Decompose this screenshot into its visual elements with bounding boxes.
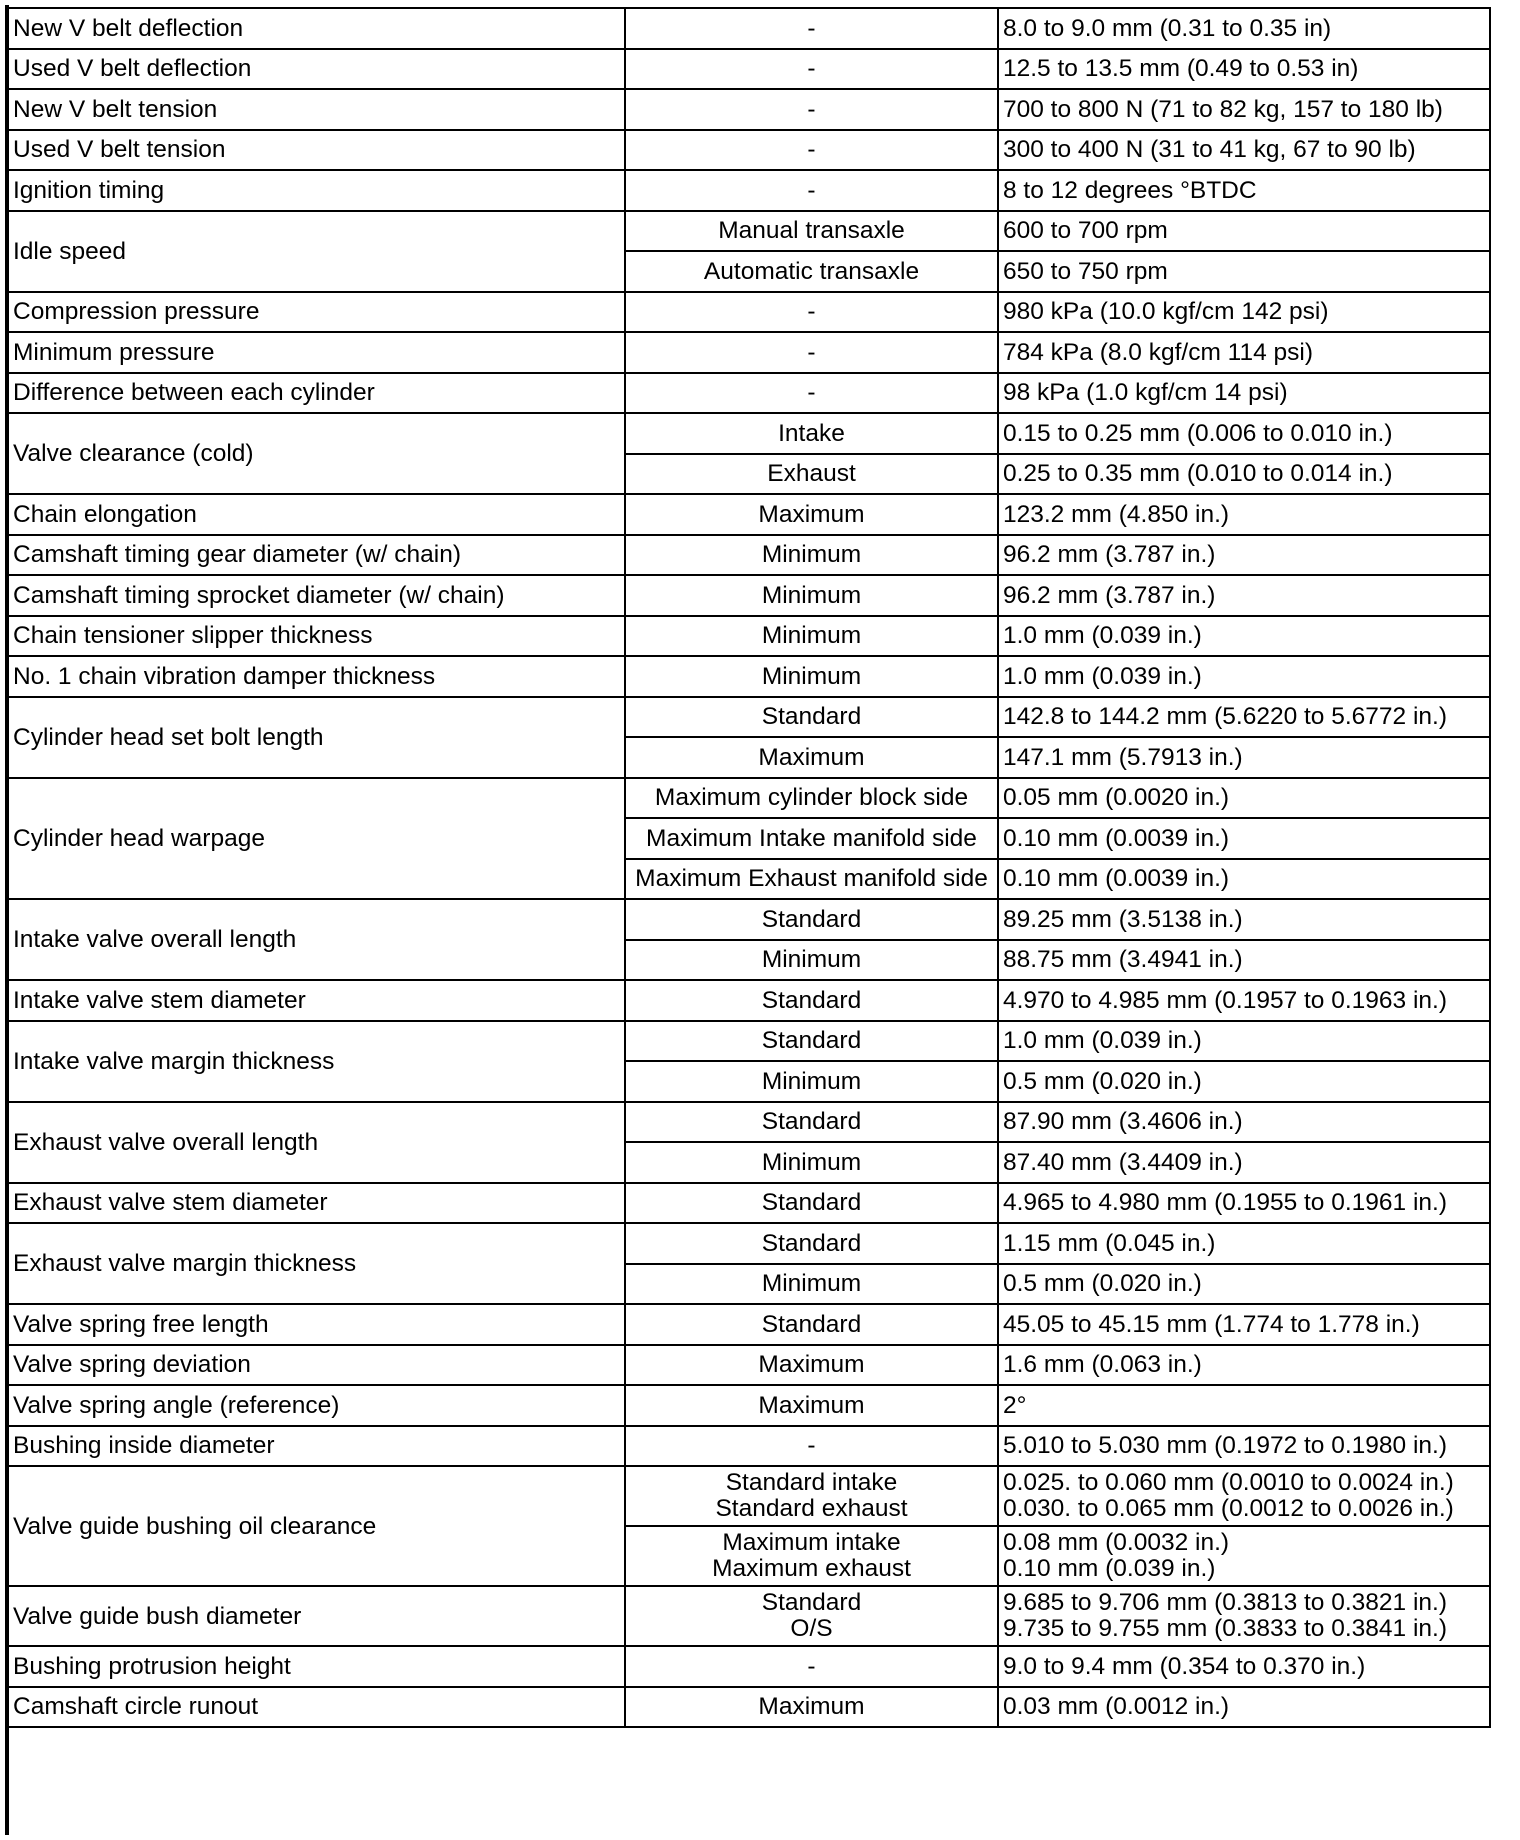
spec-item-cell: Exhaust valve overall length: [8, 1102, 625, 1183]
spec-condition-cell: [625, 818, 998, 859]
spec-value-cell: [998, 332, 1490, 373]
spec-condition-cell: [625, 1304, 998, 1345]
spec-value-cell: [998, 778, 1490, 819]
cell-line: Minimum: [761, 541, 862, 569]
cell-line: Maximum: [758, 743, 865, 771]
table-row: [8, 656, 1490, 697]
spec-condition-cell: [625, 292, 998, 333]
cell-line: 0.10 mm (0.039 in.): [1003, 1555, 1216, 1582]
spec-condition-cell: [625, 1646, 998, 1687]
table-row: [8, 1646, 1490, 1687]
spec-item-cell: Used V belt deflection: [8, 49, 625, 90]
table-row: [8, 89, 1490, 130]
spec-item-cell: Idle speed: [8, 211, 625, 292]
spec-value-cell: [998, 1526, 1490, 1586]
cell-line: Maximum Exhaust manifold side: [635, 865, 988, 893]
cell-line: 123.2 mm (4.850 in.): [1003, 500, 1230, 528]
spec-condition-cell: [625, 940, 998, 981]
table-row: [8, 980, 1490, 1021]
spec-value-cell: [998, 1687, 1490, 1728]
table-row: [8, 332, 1490, 373]
spec-item-cell: No. 1 chain vibration damper thickness: [8, 656, 625, 697]
cell-line: 9.735 to 9.755 mm (0.3833 to 0.3841 in.): [1003, 1615, 1448, 1642]
spec-value-cell: [998, 656, 1490, 697]
cell-line: Maximum exhaust: [712, 1555, 911, 1582]
spec-item-cell: Bushing inside diameter: [8, 1426, 625, 1467]
spec-value-cell: [998, 1061, 1490, 1102]
spec-item-cell: Intake valve overall length: [8, 899, 625, 980]
cell-line: 0.5 mm (0.020 in.): [1003, 1270, 1202, 1298]
spec-value-cell: [998, 373, 1490, 414]
spec-condition-cell: [625, 1102, 998, 1143]
spec-condition-cell: [625, 1183, 998, 1224]
table-row: [8, 616, 1490, 657]
table-row: [8, 413, 1490, 454]
cell-line: -: [807, 338, 816, 366]
cell-line: 600 to 700 rpm: [1003, 217, 1168, 245]
spec-value-cell: [998, 413, 1490, 454]
spec-condition-cell: [625, 1687, 998, 1728]
cell-line: Minimum: [761, 1270, 862, 1298]
cell-line: 1.0 mm (0.039 in.): [1003, 662, 1202, 690]
cell-line: 9.0 to 9.4 mm (0.354 to 0.370 in.): [1003, 1652, 1366, 1680]
table-row: [8, 49, 1490, 90]
cell-line: 1.15 mm (0.045 in.): [1003, 1229, 1216, 1257]
cell-line: -: [807, 298, 816, 326]
spec-condition-cell: [625, 211, 998, 252]
spec-condition-cell: [625, 697, 998, 738]
spec-value-cell: [998, 1142, 1490, 1183]
spec-item-cell: Camshaft timing sprocket diameter (w/ chain): [8, 575, 625, 616]
spec-item-cell: Ignition timing: [8, 170, 625, 211]
spec-value-cell: [998, 818, 1490, 859]
spec-value-cell: [998, 616, 1490, 657]
cell-line: 300 to 400 N (31 to 41 kg, 67 to 90 lb): [1003, 136, 1416, 164]
cell-line: Standard: [761, 1108, 862, 1136]
spec-item-cell: Valve guide bush diameter: [8, 1586, 625, 1646]
spec-condition-cell: [625, 454, 998, 495]
spec-item-cell: Cylinder head set bolt length: [8, 697, 625, 778]
spec-value-cell: [998, 251, 1490, 292]
cell-line: Maximum: [758, 1391, 865, 1419]
table-row: [8, 1223, 1490, 1264]
spec-condition-cell: [625, 737, 998, 778]
spec-value-cell: [998, 1466, 1490, 1526]
table-row: [8, 1426, 1490, 1467]
spec-condition-cell: [625, 130, 998, 171]
spec-value-cell: [998, 940, 1490, 981]
cell-line: 980 kPa (10.0 kgf/cm 142 psi): [1003, 298, 1329, 326]
spec-condition-cell: [625, 1061, 998, 1102]
cell-line: 142.8 to 144.2 mm (5.6220 to 5.6772 in.): [1003, 703, 1448, 731]
cell-line: 1.0 mm (0.039 in.): [1003, 622, 1202, 650]
spec-condition-cell: [625, 8, 998, 49]
spec-value-cell: [998, 697, 1490, 738]
cell-line: Maximum Intake manifold side: [646, 824, 977, 852]
cell-line: 8.0 to 9.0 mm (0.31 to 0.35 in): [1003, 14, 1332, 42]
cell-line: 0.5 mm (0.020 in.): [1003, 1067, 1202, 1095]
spec-condition-cell: [625, 373, 998, 414]
cell-line: 0.025. to 0.060 mm (0.0010 to 0.0024 in.): [1003, 1469, 1454, 1496]
cell-line: Standard: [761, 1589, 862, 1616]
table-row: [8, 575, 1490, 616]
cell-line: Standard intake: [725, 1469, 898, 1496]
cell-line: Standard: [761, 1189, 862, 1217]
cell-line: 12.5 to 13.5 mm (0.49 to 0.53 in): [1003, 55, 1359, 83]
spec-value-cell: [998, 859, 1490, 900]
spec-value-cell: [998, 575, 1490, 616]
table-row: [8, 1021, 1490, 1062]
spec-condition-cell: [625, 1264, 998, 1305]
cell-line: Exhaust: [767, 460, 856, 488]
cell-line: Minimum: [761, 581, 862, 609]
spec-condition-cell: [625, 575, 998, 616]
spec-value-cell: [998, 1385, 1490, 1426]
cell-line: 9.685 to 9.706 mm (0.3813 to 0.3821 in.): [1003, 1589, 1448, 1616]
cell-line: Standard: [761, 1027, 862, 1055]
cell-line: O/S: [790, 1615, 833, 1642]
cell-line: 0.10 mm (0.0039 in.): [1003, 824, 1230, 852]
specification-table: [7, 7, 1491, 1728]
table-row: [8, 1304, 1490, 1345]
spec-condition-cell: [625, 1426, 998, 1467]
spec-item-cell: Valve spring angle (reference): [8, 1385, 625, 1426]
spec-condition-cell: [625, 1223, 998, 1264]
table-row: [8, 899, 1490, 940]
table-row: [8, 130, 1490, 171]
spec-condition-cell: [625, 251, 998, 292]
spec-item-cell: Valve guide bushing oil clearance: [8, 1466, 625, 1586]
spec-condition-cell: [625, 494, 998, 535]
spec-item-cell: Chain elongation: [8, 494, 625, 535]
spec-item-cell: Cylinder head warpage: [8, 778, 625, 900]
cell-line: 2°: [1003, 1391, 1027, 1419]
cell-line: Maximum: [758, 500, 865, 528]
table-row: [8, 1345, 1490, 1386]
cell-line: Standard: [761, 703, 862, 731]
spec-condition-cell: [625, 49, 998, 90]
cell-line: 0.10 mm (0.0039 in.): [1003, 865, 1230, 893]
spec-item-cell: Intake valve stem diameter: [8, 980, 625, 1021]
spec-item-cell: Bushing protrusion height: [8, 1646, 625, 1687]
spec-value-cell: [998, 737, 1490, 778]
spec-condition-cell: [625, 170, 998, 211]
table-row: [8, 373, 1490, 414]
spec-item-cell: Chain tensioner slipper thickness: [8, 616, 625, 657]
cell-line: 1.6 mm (0.063 in.): [1003, 1351, 1202, 1379]
spec-value-cell: [998, 980, 1490, 1021]
spec-item-cell: Used V belt tension: [8, 130, 625, 171]
spec-condition-cell: [625, 1385, 998, 1426]
spec-condition-cell: [625, 656, 998, 697]
spec-condition-cell: [625, 1466, 998, 1526]
cell-line: -: [807, 1432, 816, 1460]
spec-item-cell: Minimum pressure: [8, 332, 625, 373]
cell-line: Standard: [761, 1310, 862, 1338]
spec-value-cell: [998, 494, 1490, 535]
cell-line: 0.05 mm (0.0020 in.): [1003, 784, 1230, 812]
cell-line: -: [807, 379, 816, 407]
cell-line: -: [807, 176, 816, 204]
spec-item-cell: Valve clearance (cold): [8, 413, 625, 494]
cell-line: -: [807, 1652, 816, 1680]
cell-line: 87.90 mm (3.4606 in.): [1003, 1108, 1243, 1136]
cell-line: 0.08 mm (0.0032 in.): [1003, 1529, 1230, 1556]
table-row: [8, 1183, 1490, 1224]
cell-line: -: [807, 55, 816, 83]
cell-line: Standard exhaust: [715, 1495, 908, 1522]
spec-value-cell: [998, 1264, 1490, 1305]
cell-line: -: [807, 136, 816, 164]
spec-condition-cell: [625, 980, 998, 1021]
cell-line: Standard: [761, 1229, 862, 1257]
table-row: [8, 697, 1490, 738]
spec-condition-cell: [625, 616, 998, 657]
cell-line: Minimum: [761, 1067, 862, 1095]
cell-line: 87.40 mm (3.4409 in.): [1003, 1148, 1243, 1176]
spec-item-cell: Exhaust valve margin thickness: [8, 1223, 625, 1304]
spec-condition-cell: [625, 1142, 998, 1183]
spec-value-cell: [998, 1426, 1490, 1467]
spec-value-cell: [998, 8, 1490, 49]
cell-line: 88.75 mm (3.4941 in.): [1003, 946, 1243, 974]
spec-value-cell: [998, 1304, 1490, 1345]
cell-line: 96.2 mm (3.787 in.): [1003, 581, 1216, 609]
spec-value-cell: [998, 130, 1490, 171]
spec-value-cell: [998, 899, 1490, 940]
cell-line: -: [807, 95, 816, 123]
cell-line: 700 to 800 N (71 to 82 kg, 157 to 180 lb): [1003, 95, 1443, 123]
cell-line: 0.030. to 0.065 mm (0.0012 to 0.0026 in.): [1003, 1495, 1454, 1522]
cell-line: Automatic transaxle: [703, 257, 920, 285]
table-row: [8, 535, 1490, 576]
cell-line: Standard: [761, 905, 862, 933]
spec-item-cell: New V belt deflection: [8, 8, 625, 49]
table-row: [8, 211, 1490, 252]
spec-item-cell: Camshaft timing gear diameter (w/ chain): [8, 535, 625, 576]
cell-line: 98 kPa (1.0 kgf/cm 14 psi): [1003, 379, 1288, 407]
spec-value-cell: [998, 535, 1490, 576]
spec-condition-cell: [625, 1021, 998, 1062]
table-row: [8, 292, 1490, 333]
cell-line: Manual transaxle: [718, 217, 905, 245]
cell-line: -: [807, 14, 816, 42]
spec-condition-cell: [625, 89, 998, 130]
table-row: [8, 1385, 1490, 1426]
spec-value-cell: [998, 1183, 1490, 1224]
cell-line: 784 kPa (8.0 kgf/cm 114 psi): [1003, 338, 1314, 366]
spec-item-cell: Intake valve margin thickness: [8, 1021, 625, 1102]
table-row: [8, 8, 1490, 49]
spec-item-cell: New V belt tension: [8, 89, 625, 130]
spec-value-cell: [998, 1021, 1490, 1062]
cell-line: 45.05 to 45.15 mm (1.774 to 1.778 in.): [1003, 1310, 1420, 1338]
specification-table-body: [8, 8, 1490, 1727]
cell-line: 4.970 to 4.985 mm (0.1957 to 0.1963 in.): [1003, 986, 1448, 1014]
cell-line: 147.1 mm (5.7913 in.): [1003, 743, 1243, 771]
spec-value-cell: [998, 1223, 1490, 1264]
spec-value-cell: [998, 170, 1490, 211]
spec-value-cell: [998, 1102, 1490, 1143]
spec-value-cell: [998, 292, 1490, 333]
spec-condition-cell: [625, 1526, 998, 1586]
spec-condition-cell: [625, 413, 998, 454]
spec-condition-cell: [625, 1586, 998, 1646]
spec-condition-cell: [625, 535, 998, 576]
table-row: [8, 170, 1490, 211]
spec-condition-cell: [625, 332, 998, 373]
cell-line: Maximum cylinder block side: [654, 784, 969, 812]
spec-value-cell: [998, 1586, 1490, 1646]
table-row: [8, 778, 1490, 819]
spec-item-cell: Exhaust valve stem diameter: [8, 1183, 625, 1224]
cell-line: 96.2 mm (3.787 in.): [1003, 541, 1216, 569]
cell-line: Maximum intake: [722, 1529, 901, 1556]
spec-condition-cell: [625, 899, 998, 940]
cell-line: Standard: [761, 986, 862, 1014]
cell-line: Maximum: [758, 1693, 865, 1721]
spec-value-cell: [998, 454, 1490, 495]
cell-line: Intake: [778, 419, 845, 447]
cell-line: 0.03 mm (0.0012 in.): [1003, 1693, 1230, 1721]
table-row: [8, 1102, 1490, 1143]
cell-line: 4.965 to 4.980 mm (0.1955 to 0.1961 in.): [1003, 1189, 1448, 1217]
spec-condition-cell: [625, 778, 998, 819]
table-row: [8, 1687, 1490, 1728]
cell-line: 5.010 to 5.030 mm (0.1972 to 0.1980 in.): [1003, 1432, 1448, 1460]
cell-line: Minimum: [761, 946, 862, 974]
table-row: [8, 494, 1490, 535]
spec-condition-cell: [625, 1345, 998, 1386]
spec-value-cell: [998, 89, 1490, 130]
table-row: [8, 1466, 1490, 1526]
cell-line: 89.25 mm (3.5138 in.): [1003, 905, 1243, 933]
spec-item-cell: Difference between each cylinder: [8, 373, 625, 414]
spec-value-cell: [998, 1646, 1490, 1687]
table-row: [8, 1586, 1490, 1646]
spec-item-cell: Valve spring free length: [8, 1304, 625, 1345]
spec-value-cell: [998, 1345, 1490, 1386]
cell-line: Maximum: [758, 1351, 865, 1379]
spec-value-cell: [998, 211, 1490, 252]
spec-condition-cell: [625, 859, 998, 900]
cell-line: 0.15 to 0.25 mm (0.006 to 0.010 in.): [1003, 419, 1393, 447]
spec-item-cell: Compression pressure: [8, 292, 625, 333]
spec-value-cell: [998, 49, 1490, 90]
spec-item-cell: Valve spring deviation: [8, 1345, 625, 1386]
cell-line: Minimum: [761, 1148, 862, 1176]
spec-item-cell: Camshaft circle runout: [8, 1687, 625, 1728]
cell-line: 0.25 to 0.35 mm (0.010 to 0.014 in.): [1003, 460, 1393, 488]
cell-line: 8 to 12 degrees °BTDC: [1003, 176, 1257, 204]
cell-line: 650 to 750 rpm: [1003, 257, 1168, 285]
cell-line: Minimum: [761, 662, 862, 690]
cell-line: Minimum: [761, 622, 862, 650]
cell-line: 1.0 mm (0.039 in.): [1003, 1027, 1202, 1055]
